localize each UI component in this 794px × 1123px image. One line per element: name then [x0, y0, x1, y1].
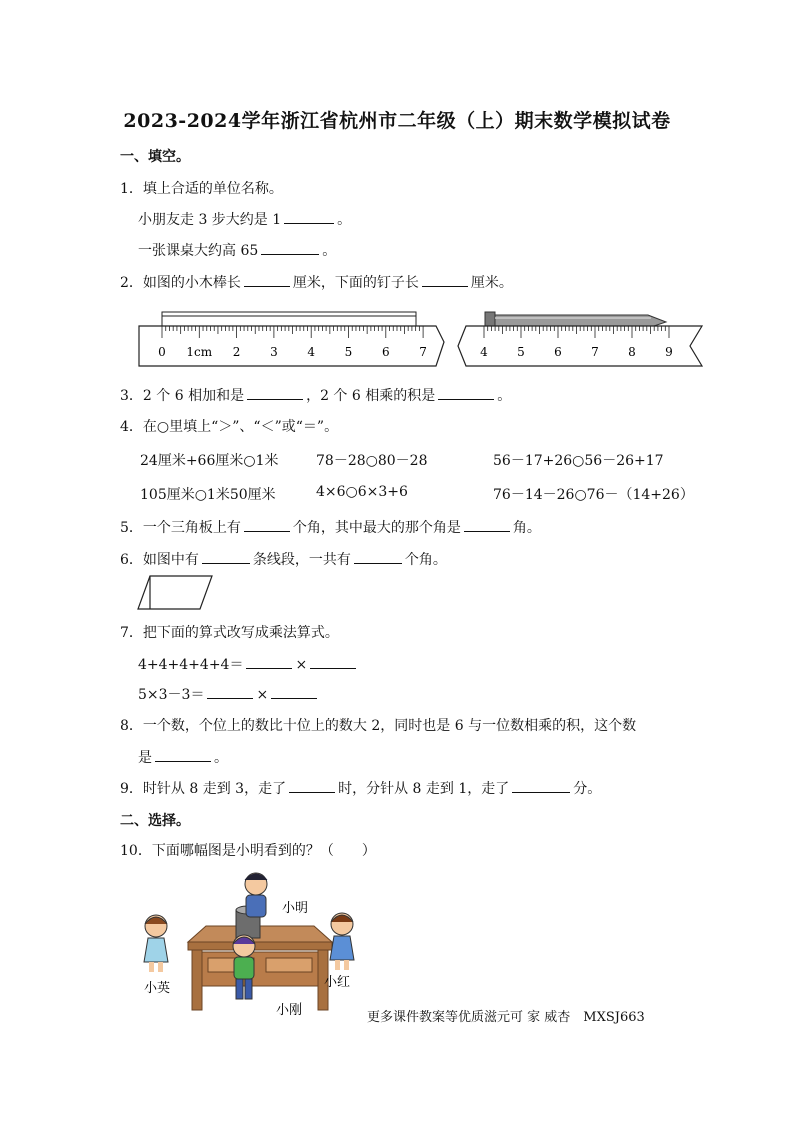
girl-xiaohong	[330, 913, 354, 970]
answer-blank[interactable]	[271, 684, 317, 699]
answer-blank[interactable]	[289, 778, 335, 793]
answer-blank[interactable]	[247, 385, 303, 400]
answer-blank[interactable]	[244, 517, 290, 532]
answer-blank[interactable]	[261, 240, 319, 255]
answer-blank[interactable]	[422, 272, 468, 287]
label-xiaohong: 小红	[324, 975, 351, 990]
label-xiaoying: 小英	[144, 981, 171, 996]
question-1-line-1: 小朋友走 3 步大约是 1 。	[138, 209, 351, 229]
question-7: 7．把下面的算式改写成乘法算式。	[120, 625, 339, 641]
section-fill-blank: 一、填空。	[120, 149, 190, 165]
ruler-left	[139, 326, 444, 366]
boy-xiaogang	[233, 935, 255, 999]
answer-blank[interactable]	[512, 778, 570, 793]
table-scene-illustration	[136, 868, 376, 1020]
compare-item-5: 4×6○6×3+6	[316, 484, 408, 500]
ruler-right	[458, 326, 702, 366]
ruler-label: 7	[419, 345, 427, 359]
question-3: 3．2 个 6 相加和是 ，2 个 6 相乘的积是 。	[120, 385, 511, 405]
answer-blank[interactable]	[354, 549, 402, 564]
page-title: 2023-2024学年浙江省杭州市二年级（上）期末数学模拟试卷	[123, 110, 671, 132]
answer-blank[interactable]	[155, 747, 211, 762]
label-xiaogang: 小刚	[276, 1003, 303, 1018]
question-10: 10．下面哪幅图是小明看到的？（ ）	[120, 843, 376, 859]
ruler-label: 3	[270, 345, 278, 359]
ruler-label: 6	[554, 345, 562, 359]
answer-blank[interactable]	[207, 684, 253, 699]
compare-item-4: 105厘米○1米50厘米	[140, 487, 276, 503]
compare-item-2: 78－28○80－28	[316, 453, 428, 469]
watermark-text: 更多课件教案等优质滋元可 家 威杏 MXSJ663	[367, 1010, 645, 1025]
compare-item-6: 76－14－26○76－（14+26）	[493, 487, 694, 503]
answer-blank[interactable]	[284, 209, 334, 224]
girl-xiaoying	[144, 915, 168, 972]
question-7-line-2: 5×3－3＝ ×	[138, 684, 320, 704]
answer-blank[interactable]	[202, 549, 250, 564]
ruler-label: 4	[480, 345, 488, 359]
boy-xiaoming	[245, 873, 267, 917]
ruler-label: 7	[591, 345, 599, 359]
question-1-line-2: 一张课桌大约高 65 。	[138, 240, 336, 260]
question-4: 4．在○里填上“＞”、“＜”或“＝”。	[120, 419, 339, 435]
question-7-line-1: 4+4+4+4+4＝ ×	[138, 654, 359, 674]
ruler-label: 6	[381, 345, 390, 359]
wooden-stick	[162, 312, 416, 326]
question-8: 8．一个数，个位上的数比十位上的数大 2，同时也是 6 与一位数相乘的积，这个数	[120, 718, 637, 734]
compare-item-1: 24厘米+66厘米○1米	[140, 453, 279, 469]
ruler-label: 1cm	[186, 345, 213, 359]
question-1: 1．填上合适的单位名称。	[120, 181, 283, 197]
answer-blank[interactable]	[464, 517, 510, 532]
ruler-label: 8	[628, 345, 636, 359]
ruler-label: 5	[344, 345, 353, 359]
ruler-label: 9	[665, 345, 673, 359]
ruler-label: 0	[158, 345, 166, 359]
question-9: 9．时针从 8 走到 3，走了 时，分针从 8 走到 1，走了 分。	[120, 778, 601, 798]
answer-blank[interactable]	[310, 654, 356, 669]
ruler-label: 2	[232, 345, 241, 359]
ruler-label: 5	[517, 345, 525, 359]
ruler-label: 4	[307, 345, 316, 359]
question-2: 2．如图的小木棒长 厘米，下面的钉子长 厘米。	[120, 272, 513, 292]
label-xiaoming: 小明	[282, 901, 309, 916]
rulers-figure	[136, 298, 706, 370]
question-5: 5．一个三角板上有 个角，其中最大的那个角是 角。	[120, 517, 541, 537]
compare-item-3: 56－17+26○56－26+17	[493, 453, 664, 469]
answer-blank[interactable]	[246, 654, 292, 669]
desk	[188, 926, 332, 1010]
question-6: 6．如图中有 条线段，一共有 个角。	[120, 549, 447, 569]
question-8-line-2: 是 。	[138, 747, 228, 767]
answer-blank[interactable]	[244, 272, 290, 287]
section-choice: 二、选择。	[120, 813, 190, 829]
answer-blank[interactable]	[438, 385, 494, 400]
parallelogram-figure	[136, 574, 216, 612]
